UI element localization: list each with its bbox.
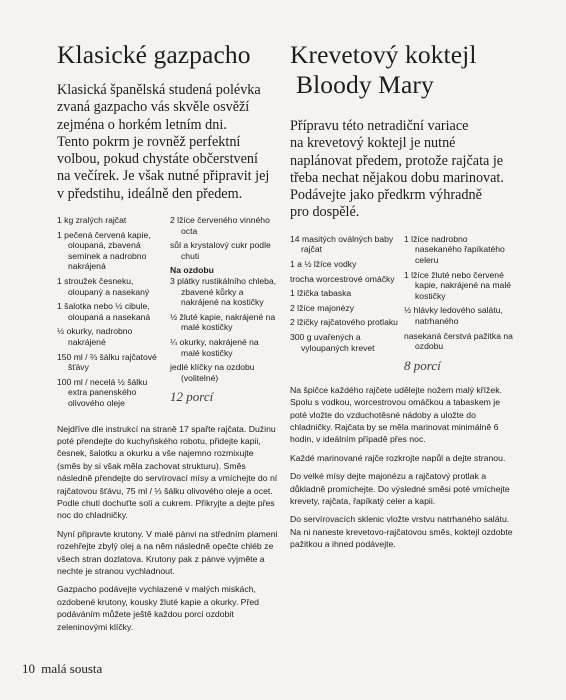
ingredient: 100 ml / necelá ½ šálku extra panenského olivového oleje [57, 376, 148, 408]
intro-line: v předstihu, ideálně den předem. [57, 185, 243, 202]
page-number: 10 [22, 661, 35, 676]
ingredient: 1 lžíce nadrobno nasekaného řapíkatého celeru [404, 233, 505, 265]
ingredient: ½ žluté kapie, nakrájené na malé kostičky [170, 311, 276, 333]
intro-line: naplánovat předem, protože rajčata je [290, 152, 504, 169]
ingredient: 2 lžičky rajčatového protlaku [290, 317, 398, 328]
ingredient: ¼ okurky, nakrájené na malé kostičky [170, 337, 259, 358]
ingredient: 2 lžíce majonézy [290, 302, 355, 313]
ingredient: 2 lžíce červeného vinného octa [170, 215, 270, 236]
step-paragraph: Nyní připravte krutony. V malé pánvi na středním plameni rozehřejte zbylý olej a na něm následně opečte chléb ze všech stran dozlatova. Krutony pak z pánve vyjměte a nechte je stranou vychladnout. [57, 528, 278, 577]
recipe-intro [290, 118, 515, 222]
intro-line: pro dospělé. [290, 204, 360, 221]
ingredient: sůl a krystalový cukr podle chuti [170, 240, 271, 261]
intro-line: Tento pokrm je rovněž perfektní [57, 133, 241, 150]
title-line: Krevetový koktejl [290, 40, 477, 69]
ingredient: 1 a ½ lžíce vodky [290, 258, 357, 269]
intro-line: na večírek. Je však nutné připravit jej [57, 168, 270, 185]
ingredients-column [290, 234, 400, 374]
portions: 12 porcí [170, 389, 214, 405]
ingredient: 14 masitých oválných baby rajčat [290, 233, 394, 255]
recipe-steps [57, 423, 279, 634]
step-paragraph: Do velké mísy dejte majonézu a rajčatový protlak a důkladně promíchejte. Do výsledné směsi poté vmíchejte krevety, rajčata, řapíkatý celer a kapii. [290, 471, 510, 506]
ingredients [290, 234, 515, 374]
page-footer [22, 661, 102, 677]
recipe-intro [57, 82, 279, 203]
recipe-title [290, 40, 515, 100]
ingredients-column [404, 234, 514, 374]
step-paragraph: Nejdříve dle instrukcí na straně 17 spařte rajčata. Dužinu poté přendejte do kuchyňského robotu, přidejte kapii, česnek, šalotku a okurku a vše najemno rozmixujte (směs by si však měla zachovat strukturu). Směs následně přendejte do servírovací mísy a vmíchejte do ní rajčatovou šťávu, 75 ml / ⅓ šálku olivového oleje a ocet. Podle chuti dochuťte solí a cukrem. Přikryjte a dejte přes noc do chladničky. [57, 423, 278, 521]
intro-line: Klasická španělská studená polévka [57, 82, 261, 98]
section-name: malá sousta [41, 661, 103, 676]
recipe-steps [290, 384, 515, 551]
ingredient: 1 lžíce žluté nebo červené kapie, nakrájené na malé kostičky [404, 269, 512, 301]
step-paragraph: Na špičce každého rajčete udělejte nožem malý křížek. Spolu s vodkou, worcestrovou omáčkou a tabaskem je poté vložte do vzduchotěsné nádoby a uložte do chladničky. Rajčata by se měla marinovat minimálně 6 hodin, v ideálním případě přes noc. [290, 384, 502, 445]
ingredient: 3 plátky rustikálního chleba, zbavené kůrky a nakrájené na kostičky [170, 276, 277, 308]
recipe-gazpacho [57, 40, 279, 639]
intro-line: na krevetový koktejl je nutné [290, 135, 456, 152]
ingredient: ½ hlávky ledového salátu, natrhaného [404, 305, 503, 326]
ingredient: 1 kg zralých rajčat [57, 215, 127, 226]
step-paragraph: Do servírovacích sklenic vložte vrstvu natrhaného salátu. Na ni naneste krevetovo-rajčatovou směs, koktejl ozdobte pažitkou a ihned podávejte. [290, 514, 513, 550]
ingredients-column [57, 215, 166, 413]
garnish-header: Na ozdobu [170, 265, 214, 276]
intro-line: zvaná gazpacho vás skvěle osvěží [57, 99, 250, 116]
intro-line: Podávejte jako předkrm výhradně [290, 187, 482, 204]
intro-line: zejména o horkém letním dni. [57, 116, 227, 133]
ingredient: 150 ml / ⅔ šálku rajčatové šťávy [57, 351, 157, 373]
ingredient: 1 šalotka nebo ½ cibule, oloupaná a nasekaná [57, 301, 151, 322]
ingredients-column [170, 215, 279, 413]
ingredient: 1 pečená červená kapie, oloupaná, zbavená semínek a nadrobno nakrájená [57, 229, 151, 272]
step-paragraph: Gazpacho podávejte vychlazené v malých miskách, ozdobené krutony, kousky žluté kapie a okurky. Před podáváním můžete ještě každou porci ozdobit zeleninovými klíčky. [57, 584, 260, 632]
ingredient: nasekaná čerstvá pažitka na ozdobu [404, 330, 513, 352]
ingredient: trocha worcestrové omáčky [290, 273, 395, 284]
ingredient: 1 stroužek česneku, oloupaný a nasekaný [57, 276, 150, 297]
ingredient: 1 lžička tabaska [290, 288, 352, 299]
intro-line: Přípravu této netradiční variace [290, 118, 469, 134]
title-line: Bloody Mary [296, 70, 434, 99]
ingredients [57, 215, 279, 413]
recipe-shrimp-cocktail [290, 40, 515, 557]
portions: 8 porcí [404, 357, 441, 373]
intro-line: třeba nechat nějakou dobu marinovat. [290, 169, 504, 186]
ingredient: jedlé klíčky na ozdobu (volitelné) [170, 362, 255, 383]
ingredient: 300 g uvařených a vyloupaných krevet [290, 331, 375, 353]
recipe-title: Klasické gazpacho [57, 40, 251, 69]
ingredient: ½ okurky, nadrobno nakrájené [57, 326, 133, 348]
intro-line: volbou, pokud chystáte občerstvení [57, 151, 258, 168]
step-paragraph: Každé marinované rajče rozkrojte napůl a dejte stranou. [290, 452, 506, 463]
